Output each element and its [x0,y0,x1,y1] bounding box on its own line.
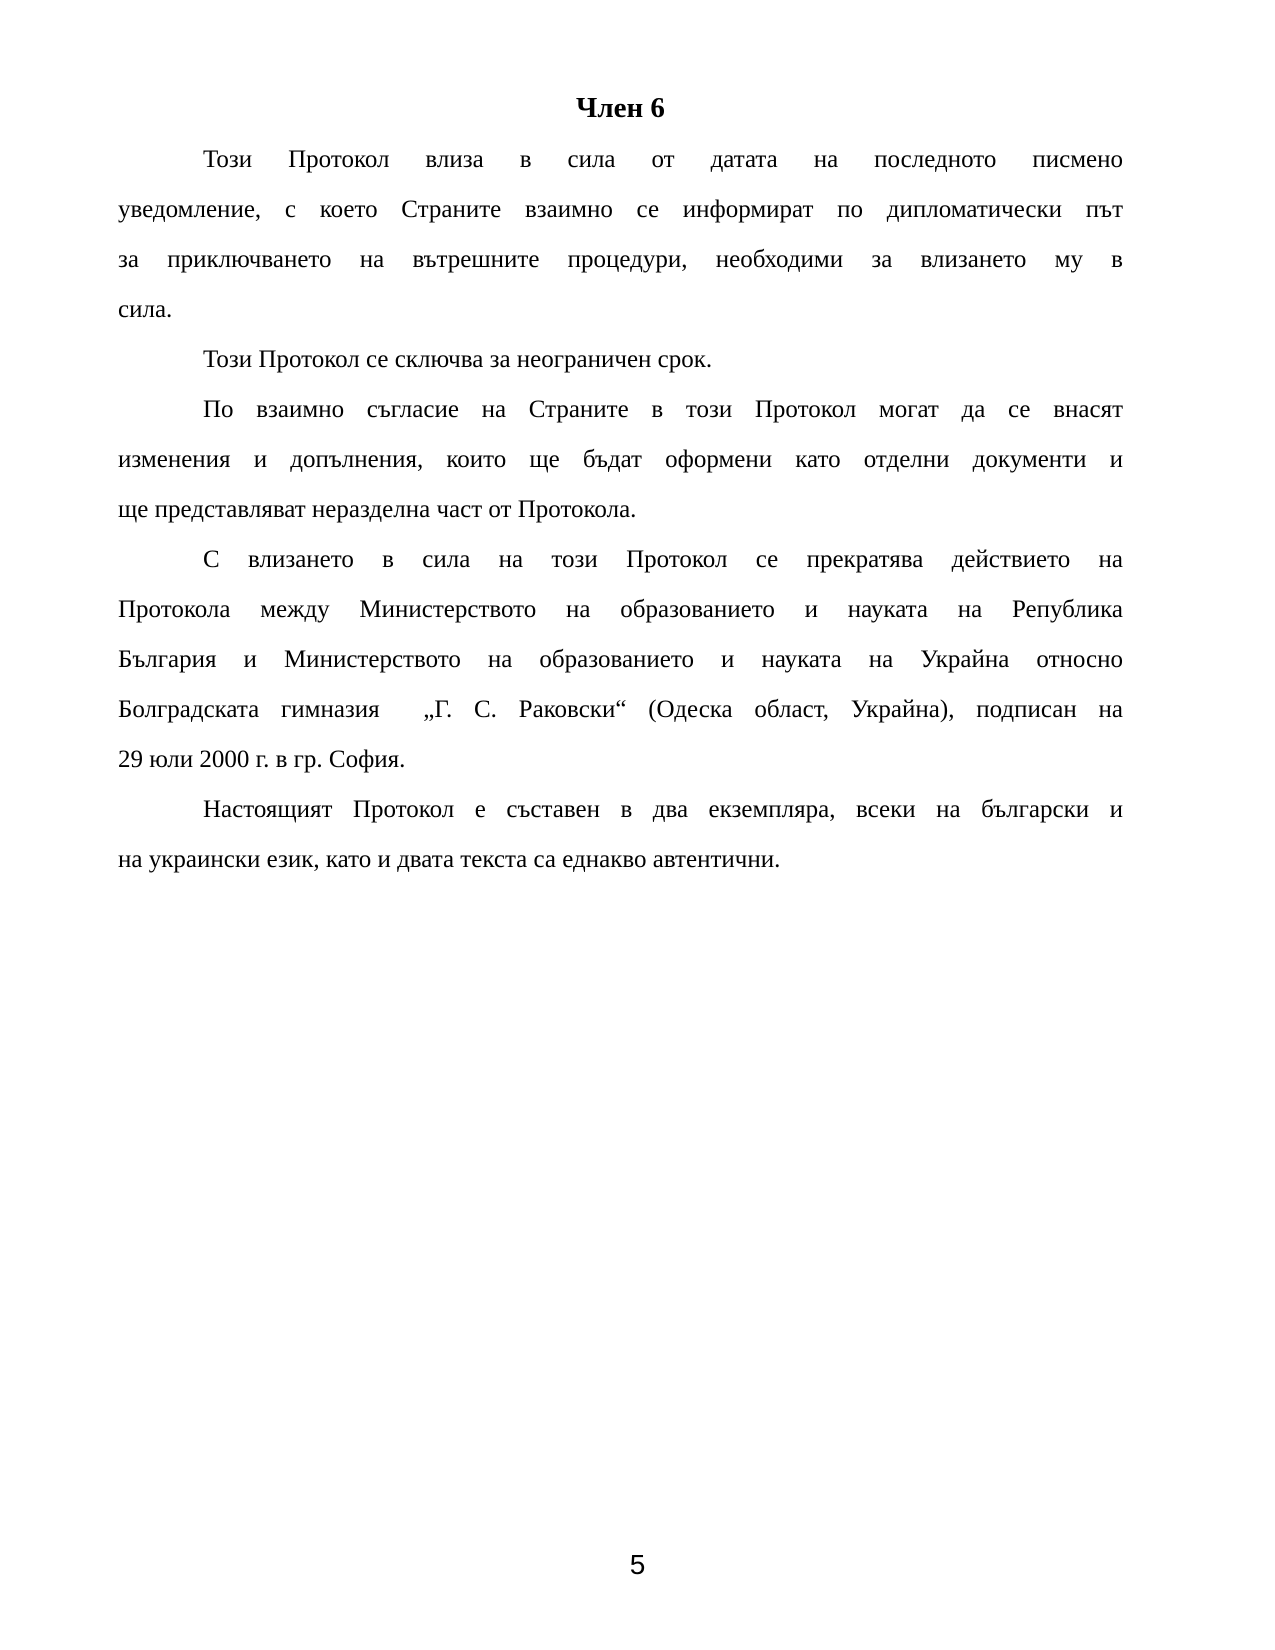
paragraph-line: Протокола между Министерството на образованието и науката на Република [118,596,1123,623]
paragraph [118,385,1123,535]
paragraph-line: уведомление, с което Страните взаимно се информират по дипломатически път [118,196,1123,223]
paragraph [118,785,1123,885]
paragraph-line: ще представляват неразделна част от Протокола. [118,496,637,523]
paragraph [118,535,1123,785]
paragraph-line: на украински език, като и двата текста са еднакво автентични. [118,846,781,873]
paragraph-line: изменения и допълнения, които ще бъдат оформени като отделни документи и [118,446,1123,473]
paragraph [118,335,1123,385]
paragraph-line: Настоящият Протокол е съставен в два екземпляра, всеки на български и [203,796,1123,823]
paragraph-line: България и Министерството на образованието и науката на Украйна относно [118,646,1123,673]
paragraph-line: Болградската гимназия „Г. С. Раковски“ (Одеска област, Украйна), подписан на [118,696,1123,723]
paragraph-line: С влизането в сила на този Протокол се прекратява действието на [203,546,1123,573]
paragraph-line: 29 юли 2000 г. в гр. София. [118,746,406,773]
page-number: 5 [629,1549,646,1580]
article-heading: Член 6 [576,92,665,124]
paragraph-line: сила. [118,296,173,323]
paragraph-line: Този Протокол влиза в сила от датата на последното писмено [203,146,1123,173]
document-content [118,83,1123,885]
document-body [118,135,1123,885]
paragraph-line: Този Протокол се сключва за неограничен срок. [203,346,713,373]
paragraph-line: за приключването на вътрешните процедури, необходими за влизането му в [118,246,1123,273]
paragraph-line: По взаимно съгласие на Страните в този Протокол могат да се внасят [203,396,1123,423]
paragraph [118,135,1123,335]
